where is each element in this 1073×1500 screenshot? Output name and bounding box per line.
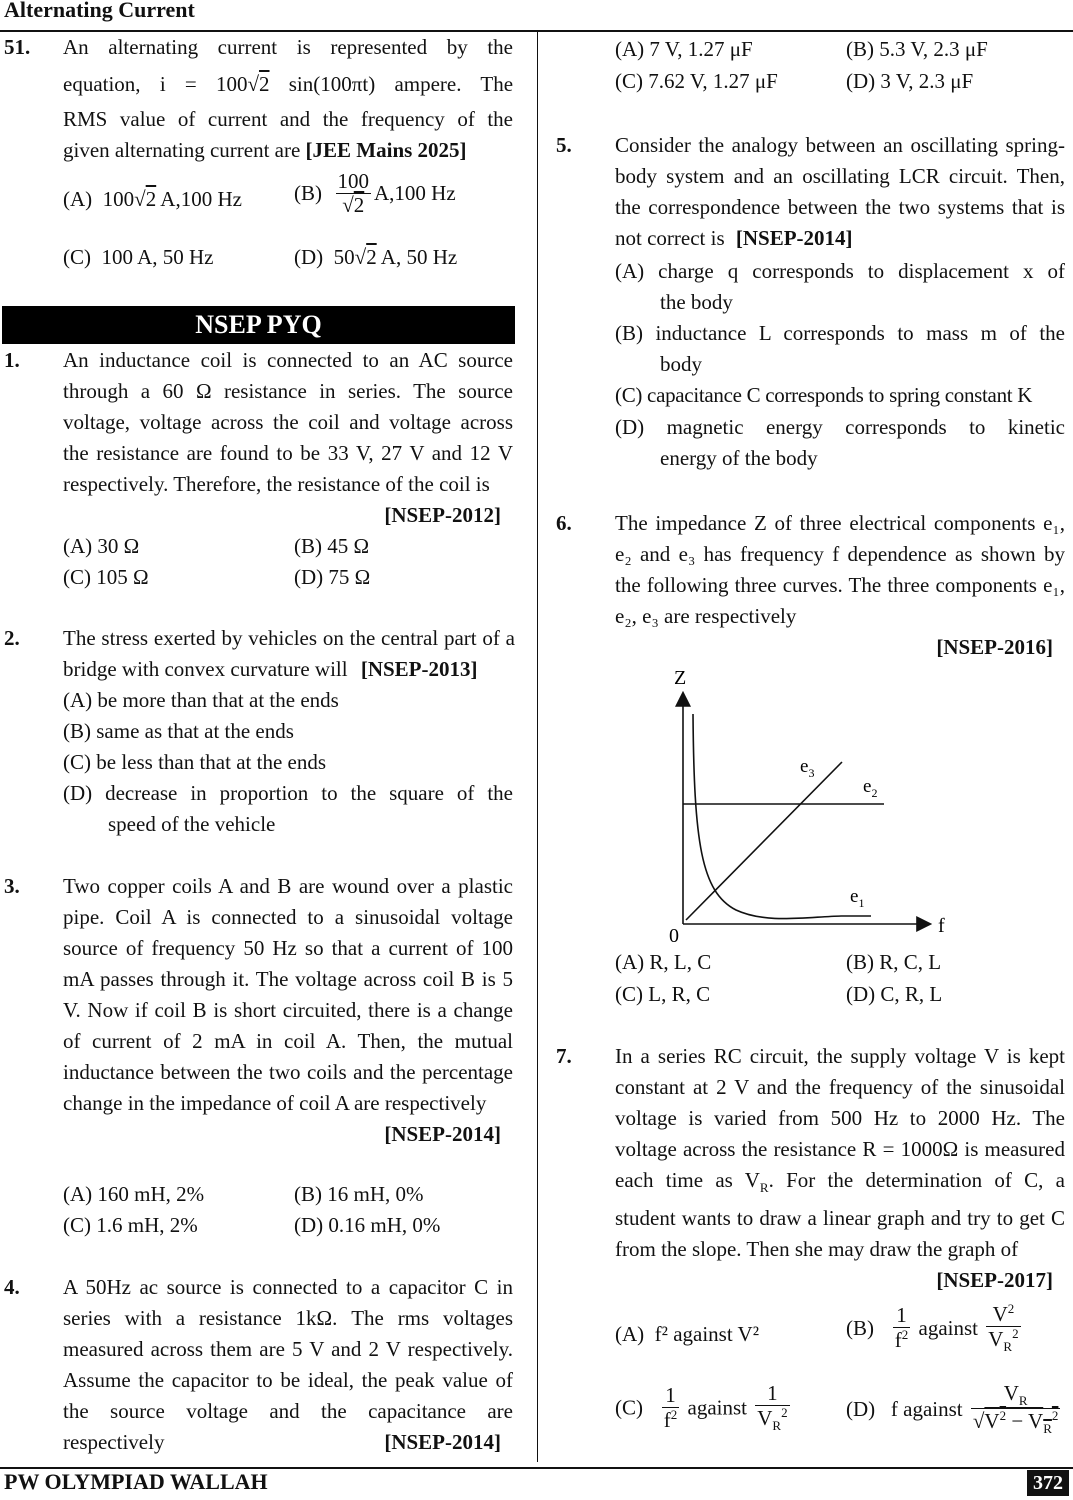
option-text: against [918, 1315, 978, 1340]
exam-tag: [NSEP-2012] [384, 503, 501, 527]
question-text [63, 135, 513, 166]
question-4-text [63, 1272, 513, 1458]
origin-label: 0 [669, 925, 679, 947]
exam-tag: [JEE Mains 2025] [305, 138, 467, 162]
e3-label: $e_3$ [800, 756, 815, 780]
question-text: An alternating current is represented by the [63, 35, 513, 59]
option-c[interactable]: (C) 105 Ω [63, 565, 149, 589]
option-d[interactable] [846, 1382, 1063, 1437]
option-label: (D) [846, 1396, 876, 1421]
fraction: $\frac{1}{V_R^2}$ [757, 1381, 788, 1434]
option-c[interactable]: (C) 1.6 mH, 2% [63, 1213, 198, 1237]
option-d[interactable]: (D) 75 Ω [294, 565, 371, 589]
option-b[interactable]: (B) R, C, L [846, 950, 942, 974]
right-column [556, 32, 1068, 1462]
option-a[interactable]: (A) charge q corresponds to displacement x of the body [615, 259, 1065, 314]
section-banner: NSEP PYQ [2, 306, 515, 344]
question-3-text [63, 871, 513, 1150]
question-text: A 50Hz ac source is connected to a capacitor C in series with a resistance 1kΩ. The rms voltages measured across them are 5 V and 2 V respectively. Assume the capacitor to be ideal, the peak value of the source voltage and the capacitance are respectively [63, 1275, 513, 1454]
option-d[interactable]: (D) magnetic energy corresponds to kinetic energy of the body [615, 415, 1065, 470]
option-label: (D) [294, 245, 324, 269]
option-d[interactable] [294, 242, 457, 273]
option-a[interactable]: (A) 30 Ω [63, 534, 140, 558]
e2-label: $e_2$ [863, 776, 878, 800]
question-text: equation, [63, 72, 141, 96]
chapter-title: Alternating Current [4, 0, 195, 22]
question-text [63, 69, 513, 100]
question-text: Two copper coils A and B are wound over a plastic pipe. Coil A is connected to a sinusoidal voltage source of frequency 50 Hz so that a current of 100 mA passes through it. The voltage across coil B is 5 V. Now if coil B is short circuited, there is a change of current of 2 mA in coil A. Then, the mutual inductance between the two coils and the percentage change in the impedance of coil A are respectively [63, 874, 513, 1115]
question-text: given alternating current are [63, 138, 301, 162]
question-5-text [615, 130, 1065, 254]
column-divider [537, 32, 538, 1462]
option-b[interactable]: (B) 16 mH, 0% [294, 1182, 424, 1206]
e1-label: $e_1$ [850, 886, 865, 910]
option-c[interactable]: (C) be less than that at the ends [63, 750, 327, 774]
z-axis-label: Z [674, 667, 687, 689]
option-a[interactable] [63, 184, 242, 215]
equation: i = 100√2 sin(100πt) [159, 72, 376, 96]
option-label: (A) [63, 187, 93, 211]
question-number: 51. [4, 35, 31, 59]
option-label: (B) [846, 1315, 874, 1340]
option-b[interactable] [294, 170, 456, 217]
option-c[interactable] [63, 242, 214, 273]
exam-tag: [NSEP-2014] [735, 226, 853, 250]
option-text: 50√2 A, 50 Hz [333, 245, 458, 269]
exam-tag: [NSEP-2014] [384, 1122, 501, 1146]
option-d[interactable]: (D) decrease in proportion to the square of the speed of the vehicle [63, 781, 513, 836]
curve-e1 [693, 714, 871, 919]
option-c[interactable] [615, 1382, 793, 1434]
exam-tag: [NSEP-2014] [384, 1430, 501, 1454]
impedance-frequency-graph [656, 662, 956, 952]
option-a[interactable]: (A) 7 V, 1.27 μF [615, 37, 753, 61]
option-b[interactable]: (B) 5.3 V, 2.3 μF [846, 37, 988, 61]
option-text: f against [890, 1396, 963, 1421]
question-2-text [63, 623, 515, 685]
question-text: Consider the analogy between an oscillating spring-body system and an oscillating LCR circuit. Then, the correspondence between the two systems that is not correct is [615, 133, 1065, 250]
option-b[interactable]: (B) 45 Ω [294, 534, 370, 558]
curve-e3 [686, 762, 842, 920]
option-text: f² against V² [654, 1322, 760, 1346]
option-text: against [687, 1395, 747, 1420]
option-c[interactable]: (C) 7.62 V, 1.27 μF [615, 69, 778, 93]
option-label: (C) [63, 245, 91, 269]
option-label: (C) [615, 1395, 643, 1420]
option-a[interactable]: (A) R, L, C [615, 950, 712, 974]
f-axis-label: f [938, 915, 945, 937]
question-number: 1. [4, 348, 20, 372]
question-number: 2. [4, 626, 20, 650]
question-text: The stress exerted by vehicles on the central part of a bridge with convex curvature will [63, 626, 515, 681]
option-d[interactable]: (D) 0.16 mH, 0% [294, 1213, 441, 1237]
option-c[interactable]: (C) L, R, C [615, 982, 711, 1006]
question-1-text [63, 345, 513, 531]
option-b[interactable]: (B) inductance L corresponds to mass m of the body [615, 321, 1065, 376]
question-6-text [615, 508, 1065, 663]
question-number: 3. [4, 874, 20, 898]
option-b[interactable]: (B) same as that at the ends [63, 719, 294, 743]
option-b[interactable] [846, 1302, 1024, 1355]
exam-tag: [NSEP-2013] [360, 657, 478, 681]
fraction: $\frac{V^2}{V_R^2}$ [988, 1301, 1019, 1355]
option-d[interactable]: (D) C, R, L [846, 982, 943, 1006]
footer-brand: PW OLYMPIAD WALLAH [4, 1469, 268, 1494]
question-text: ampere. The [394, 72, 514, 96]
question-text: RMS value of current and the frequency of the [63, 107, 513, 131]
question-number: 5. [556, 133, 572, 157]
question-text: In a series RC circuit, the supply voltage V is kept constant at 2 V and the frequency of the sinusoidal voltage is varied from 500 Hz to 2000 Hz. The voltage across the resistance R = 1000Ω is measured each time as $V_R$. For the determination of C, a student wants to draw a linear graph and try to get C from the slope. Then she may draw the graph of [615, 1044, 1065, 1262]
fraction: $\frac{100}{√2}$ [337, 169, 369, 218]
question-7-text [615, 1041, 1065, 1296]
exam-tag: [NSEP-2017] [936, 1268, 1053, 1293]
fraction: $\frac{V_R}{√V^2 - V_R^2}$ [972, 1381, 1059, 1437]
option-a[interactable]: (A) be more than that at the ends [63, 688, 339, 712]
fraction: $\frac{1}{f^2}$ [894, 1303, 909, 1353]
option-a[interactable] [615, 1319, 759, 1350]
option-text: A,100 Hz [374, 181, 456, 206]
question-number: 6. [556, 511, 572, 535]
page-number: 372 [1027, 1470, 1069, 1496]
option-text: 100√2 A,100 Hz [102, 187, 242, 211]
question-text: The impedance Z of three electrical components e₁, e₂ and e₃ has frequency f dependence as shown by the following three curves. The three components e₁, e₂, e₃ are respectively [615, 511, 1065, 628]
option-label: (A) [615, 1322, 645, 1346]
option-text: 100 A, 50 Hz [101, 245, 214, 269]
exam-tag: [NSEP-2016] [936, 635, 1053, 659]
question-number: 7. [556, 1044, 572, 1068]
option-c[interactable]: (C) capacitance C corresponds to spring constant K [615, 383, 1033, 407]
option-label: (B) [294, 181, 322, 206]
option-d[interactable]: (D) 3 V, 2.3 μF [846, 69, 974, 93]
question-number: 4. [4, 1275, 20, 1299]
fraction: $\frac{1}{f^2}$ [663, 1382, 678, 1432]
question-text: An inductance coil is connected to an AC source through a 60 Ω resistance in series. The source voltage, voltage across the coil and voltage across the resistance are found to be 33 V, 27 V and 12 V respectively. Therefore, the resistance of the coil is [63, 348, 513, 496]
option-a[interactable]: (A) 160 mH, 2% [63, 1182, 205, 1206]
left-column-lower [4, 345, 516, 1455]
